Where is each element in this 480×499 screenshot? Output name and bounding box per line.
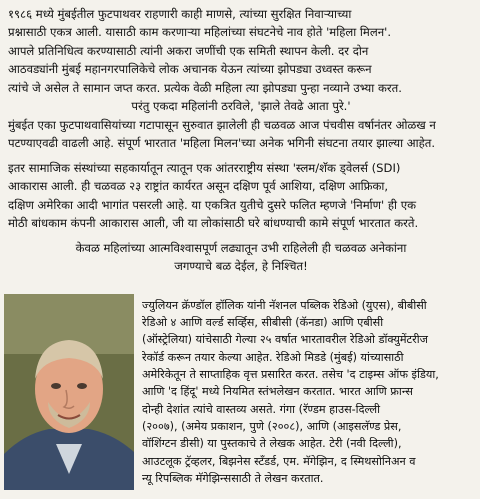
bio-line: (२००७), (अमेय प्रकाशन, पुणे (२००८), आणि (आइसलॅण्ड प्रेस, xyxy=(142,420,402,433)
article-line: आकारास आली. ही चळवळ २३ राष्ट्रांत कार्यरत असून दक्षिण पूर्व आशिया, दक्षिण आफ्रिका, xyxy=(8,179,389,193)
bio-line: आणि 'द हिंदू' मध्ये नियमित स्तंभलेखन करतात. भारत आणि फ्रान्स xyxy=(142,385,413,398)
bio-line: आउटलूक ट्रॅव्हलर, बिझनेस स्टॅंडर्ड, एम. मॅगेझिन, द स्मिथसोनिअन व xyxy=(142,455,416,468)
article-line: जगण्याचे बळ देईल, हे निश्चित! xyxy=(174,259,308,273)
article-line: आपले प्रतिनिधित्व करण्यासाठी त्यांनी अकरा जणींची एक समिती स्थापन केली. दर दोन xyxy=(8,44,369,58)
article-line: पटण्याएवढी वाढली आहे. संपूर्ण भारतात 'महिला मिलन'च्या अनेक भगिनी संघटना तयार झाल्या आहेत. xyxy=(8,136,436,150)
author-photo xyxy=(4,294,134,490)
bio-line: न्यू रिपब्लिक मॅगेझिन्ससाठी ते लेखन करतात. xyxy=(142,472,324,485)
bio-line: रेकॉर्ड करून तयार केल्या आहेत. रेडिओ मिडडे (मुंबई) यांच्यासाठी xyxy=(142,351,404,364)
author-portrait-icon xyxy=(4,294,134,490)
article-line: परंतु एकदा महिलांनी ठरविले, 'झाले तेवढे आता पुरे.' xyxy=(131,99,351,113)
article-line: मोठी बांधकाम कंपनी आकारास आली, जी या लोकांसाठी घरे बांधण्याची कामे संपूर्ण भारतात करते. xyxy=(8,216,419,230)
bio-line: ज्युलियन क्रॅण्डॉल हॉलिक यांनी नॅशनल पब्लिक रेडिओ (युएस), बीबीसी xyxy=(142,299,427,312)
article-line: आठवड्यांनी मुंबई महानगरपालिकेचे लोक अचानक येऊन त्यांच्या झोपड्या उध्वस्त करून xyxy=(8,62,372,76)
bio-line: दोन्ही देशांत त्यांचे वास्तव्य असते. गंगा (रॅण्डम हाउस-दिल्ली xyxy=(142,403,381,416)
article-line: प्रश्नासाठी एकत्र आली. यासाठी काम करणाऱ्या महिलांच्या संघटनेचे नाव होते 'महिला मिलन'. xyxy=(8,25,392,39)
article-line: केवळ महिलांच्या आत्मविश्वासपूर्ण लढ्यातून उभी राहिलेली ही चळवळ अनेकांना xyxy=(75,241,407,255)
bio-line: वॉशिंग्टन डीसी) या पुस्तकाचे ते लेखक आहेत. टेरी (नवी दिल्ली), xyxy=(142,437,402,450)
article-line: १९८६ मध्ये मुंबईतील फुटपाथवर राहणारी काही माणसे, त्यांच्या सुरक्षित निवाऱ्याच्या xyxy=(8,7,352,21)
bio-line: रेडिओ ४ आणि वर्ल्ड सर्व्हिस, सीबीसी (कॅनडा) आणि एबीसी xyxy=(142,316,384,329)
article-line: दक्षिण अमेरिका आदी भागांत पसरली आहे. या एकत्रित युतीचे दुसरे फलित म्हणजे 'निर्माण' ही एक xyxy=(8,198,417,212)
article-line: त्यांचे जे असेल ते सामान जप्त करत. प्रत्येक वेळी महिला त्या झोपड्या पुन्हा नव्याने उभ्या करत. xyxy=(8,81,402,95)
article-line: इतर सामाजिक संस्थांच्या सहकार्यातून त्यातून एक आंतरराष्ट्रीय संस्था 'स्लम/शॅक ड्वेलर्स (SDI) xyxy=(8,161,401,175)
bio-line: (ऑस्ट्रेलिया) यांचेसाठी गेल्या २५ वर्षात भारतावरील रेडिओ डॉक्युमेंटरीज xyxy=(142,333,428,346)
article-line: मुंबईत एका फुटपाथवासियांच्या गटापासून सुरुवात झालेली ही चळवळ आज पंचवीस वर्षानंतर ओळख न xyxy=(8,118,436,132)
bio-line: अमेरिकेतून ते साप्ताहिक वृत्त प्रसारित करत. तसेच 'द टाइम्स ऑफ इंडिया, xyxy=(142,368,439,381)
